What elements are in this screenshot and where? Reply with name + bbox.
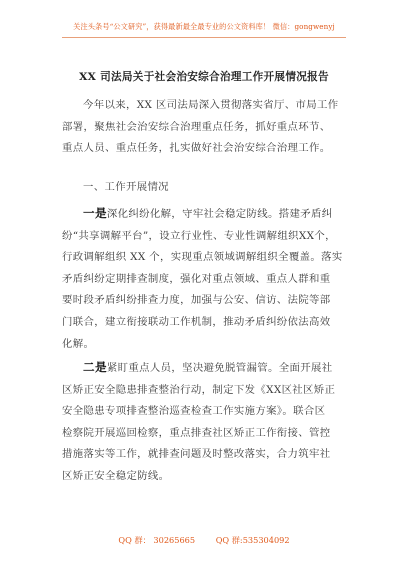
point-two-line: 措施落实等工作，就排查问题及时整改落实，合力筑牢社	[62, 448, 331, 461]
point-two-first-line	[62, 357, 346, 380]
point-one-line: 纷“共享调解平台”，设立行业性、专业性调解组织XX个，	[62, 229, 336, 242]
intro-paragraph	[62, 95, 346, 160]
point-two-line: 区矫正安全稳定防线。	[62, 469, 170, 482]
point-one-line: 门联合，建立衔接联动工作机制，推动矛盾纠纷依法高效	[62, 315, 331, 328]
footer-qq-group-left: QQ 群： 30265665	[118, 535, 196, 545]
point-two-line: 区矫正安全隐患排查整治行动，制定下发《XX区社区矫正	[62, 383, 336, 396]
intro-line: 今年以来，XX 区司法局深入贯彻落实省厅、市局工作	[83, 99, 339, 111]
header-divider	[62, 37, 346, 38]
point-two-lead: 二是	[83, 360, 107, 374]
section-heading: 一、工作开展情况	[83, 181, 169, 193]
point-two-line: 检察院开展巡回检察，重点排查社区矫正工作衔接、管控	[62, 426, 331, 439]
footer	[0, 535, 408, 546]
point-one-line: 矛盾纠纷定期排查制度，强化对重点领域、重点人群和重	[62, 272, 331, 285]
footer-qq-group-right: QQ 群:535304092	[215, 535, 290, 545]
point-one-lead: 一是	[83, 206, 107, 220]
point-one-line: 行政调解组织 XX 个，实现重点领域调解组织全覆盖。落实	[62, 251, 343, 264]
intro-line: 部署，聚焦社会治安综合治理重点任务，抓好重点环节、	[62, 120, 331, 133]
point-two-line: 安全隐患专项排查整治巡查检查工作实施方案》。联合区	[62, 405, 326, 418]
point-one-first-line	[62, 203, 346, 226]
intro-line: 重点人员、重点任务，扎实做好社会治安综合治理工作。	[62, 142, 331, 155]
point-one-line: 要时段矛盾纠纷排查力度，加强与公安、信访、法院等部	[62, 294, 331, 307]
point-two-paragraph	[62, 357, 346, 488]
point-one-first-text: 深化纠纷化解，守牢社会稳定防线。搭建矛盾纠	[106, 208, 333, 220]
point-one-paragraph	[62, 203, 346, 355]
header-banner: 关注头条号“公文研究”，获得最新最全最专业的公文资料库！ 微信：gongwenyj	[73, 22, 335, 31]
point-two-first-text: 紧盯重点人员，坚决避免脱管漏管。全面开展社	[106, 362, 333, 374]
document-title: XX 司法局关于社会治安综合治理工作开展情况报告	[79, 71, 329, 83]
point-one-line: 化解。	[62, 337, 95, 350]
